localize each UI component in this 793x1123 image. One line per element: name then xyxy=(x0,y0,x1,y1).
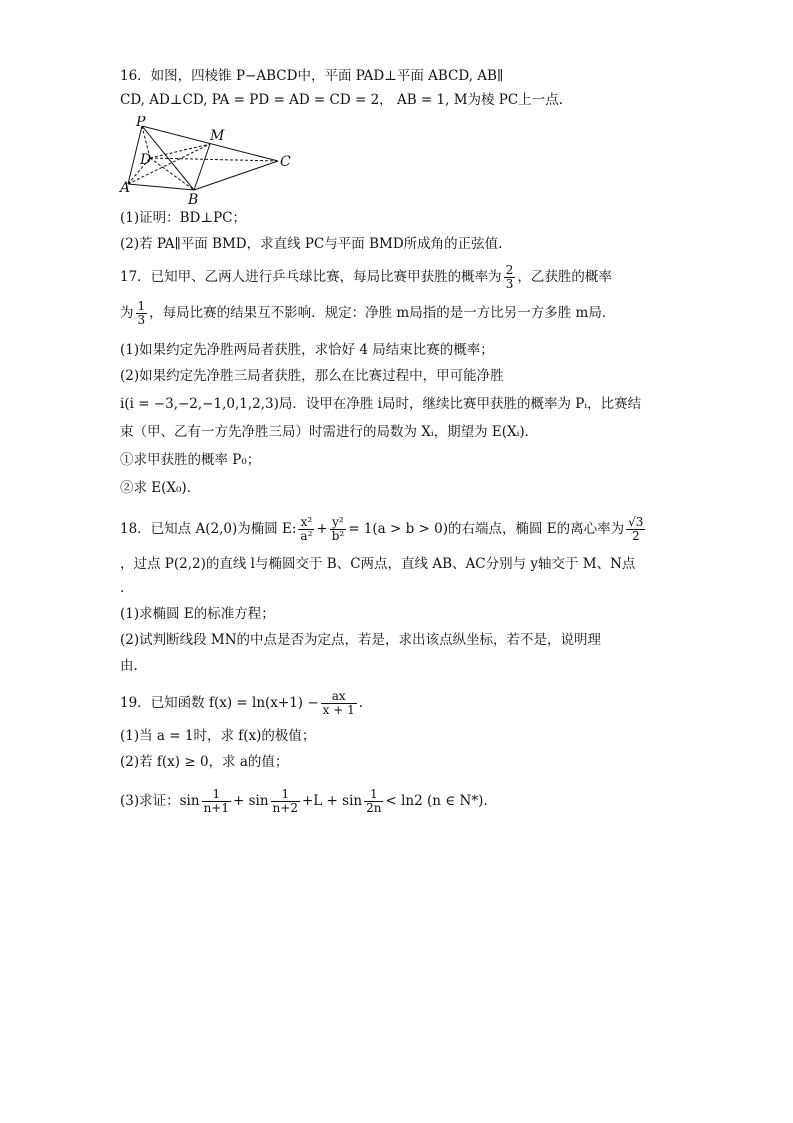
label-D: D xyxy=(140,152,152,168)
frac-den: 2 xyxy=(631,529,640,543)
edge-BC xyxy=(194,161,278,190)
frac-den: 3 xyxy=(137,313,146,327)
q18-line3: . xyxy=(120,580,125,596)
q17-text-c: 为 xyxy=(120,305,134,321)
q17-text-a: 17．已知甲、乙两人进行乒乓球比赛，每局比赛甲获胜的概率为 xyxy=(120,269,502,285)
q16-part1: (1)证明：BD⊥PC； xyxy=(120,210,246,226)
q17-part2c: 束（甲、乙有一方先净胜三局）时需进行的局数为 Xᵢ，期望为 E(Xᵢ)． xyxy=(120,424,539,440)
frac-num: y² xyxy=(330,516,347,530)
fraction-two-thirds xyxy=(504,264,516,291)
label-A: A xyxy=(120,180,131,196)
q17-part1: (1)如果约定先净胜两局者获胜，求恰好 4 局结束比赛的概率； xyxy=(120,342,494,358)
fraction-1-n1 xyxy=(202,788,231,815)
label-M: M xyxy=(210,128,225,144)
fraction-ax-x1 xyxy=(321,690,357,717)
frac-den: 3 xyxy=(505,277,514,291)
q18-part2b: 由. xyxy=(120,658,138,674)
q17-text-b: ，乙获胜的概率 xyxy=(517,269,612,285)
q18-part2: (2)试判断线段 MN的中点是否为定点，若是，求出该点纵坐标，若不是，说明理 xyxy=(120,632,602,648)
q18-line1 xyxy=(120,516,647,543)
q19-part3 xyxy=(120,788,488,815)
label-P: P xyxy=(136,116,146,130)
frac-den: x + 1 xyxy=(322,703,355,717)
frac-den: a² xyxy=(300,529,313,543)
q19-part2: (2)若 f(x) ≥ 0，求 a的值； xyxy=(120,754,289,770)
frac-num: 2 xyxy=(505,263,514,277)
q19-p3-d: < ln2 (n ∈ N*). xyxy=(385,793,488,809)
q16-line2: CD, AD⊥CD, PA = PD = AD = CD = 2， AB = 1, M为棱 PC上一点. xyxy=(120,92,564,108)
frac-num: x² xyxy=(298,516,314,530)
q16-part2: (2)若 PA∥平面 BMD，求直线 PC与平面 BMD所成角的正弦值. xyxy=(120,236,503,252)
pyramid-figure xyxy=(118,116,298,206)
q17-sub1: ①求甲获胜的概率 P₀； xyxy=(120,452,261,468)
q17-part2: (2)如果约定先净胜三局者获胜，那么在比赛过程中，甲可能净胜 xyxy=(120,368,504,384)
frac-num: 1 xyxy=(202,788,231,802)
q19-part1: (1)当 a = 1时，求 f(x)的极值； xyxy=(120,728,316,744)
frac-den: n+2 xyxy=(272,801,298,815)
q18-line2: ，过点 P(2,2)的直线 l与椭圆交于 B、C两点，直线 AB、AC分别与 y轴交于 M、N点 xyxy=(120,556,636,572)
frac-num: 1 xyxy=(364,788,383,802)
q17-sub2: ②求 E(X₀)． xyxy=(120,480,201,496)
frac-den: 2n xyxy=(366,801,382,815)
frac-num: 1 xyxy=(271,788,300,802)
q18-text-a: 18．已知点 A(2,0)为椭圆 E: xyxy=(120,521,297,537)
q18-text-b: = 1(a > b > 0)的右端点，椭圆 E的离心率为 xyxy=(348,521,625,537)
q17-part2b: i(i = −3,−2,−1,0,1,2,3)局．设甲在净胜 i局时，继续比赛甲获胜的概率为 Pᵢ，比赛结 xyxy=(120,396,642,412)
fraction-x2-a2 xyxy=(298,516,314,543)
fraction-one-third xyxy=(136,300,148,327)
frac-den: b² xyxy=(331,529,345,543)
edge-AB xyxy=(128,184,194,190)
fraction-1-n2 xyxy=(271,788,300,815)
q17-line2 xyxy=(120,300,615,327)
frac-den: n+1 xyxy=(203,801,229,815)
q18-part1: (1)求椭圆 E的标准方程； xyxy=(120,606,275,622)
q16-line1: 16．如图，四棱锥 P−ABCD中，平面 PAD⊥平面 ABCD, AB∥ xyxy=(120,68,504,84)
q17-line1 xyxy=(120,264,612,291)
q17-text-d: ，每局比赛的结果互不影响．规定：净胜 m局指的是一方比另一方多胜 m局． xyxy=(149,305,616,321)
q19-text-b: . xyxy=(358,695,364,711)
edge-DM xyxy=(150,144,210,158)
fraction-y2-b2 xyxy=(330,516,347,543)
q19-p3-b: + sin xyxy=(233,793,269,809)
plus-sign: + xyxy=(316,521,328,537)
label-C: C xyxy=(280,154,291,170)
frac-num: ax xyxy=(321,690,357,704)
q19-p3-a: (3)求证：sin xyxy=(120,793,200,809)
q19-text-a: 19．已知函数 f(x) = ln(x+1) − xyxy=(120,695,319,711)
label-B: B xyxy=(188,192,199,206)
frac-num: √3 xyxy=(628,515,644,529)
frac-num: 1 xyxy=(137,299,146,313)
fraction-sqrt3-2 xyxy=(626,516,645,543)
fraction-1-2n xyxy=(364,788,383,815)
q19-p3-c: +L + sin xyxy=(301,793,363,809)
q19-line1 xyxy=(120,690,363,717)
